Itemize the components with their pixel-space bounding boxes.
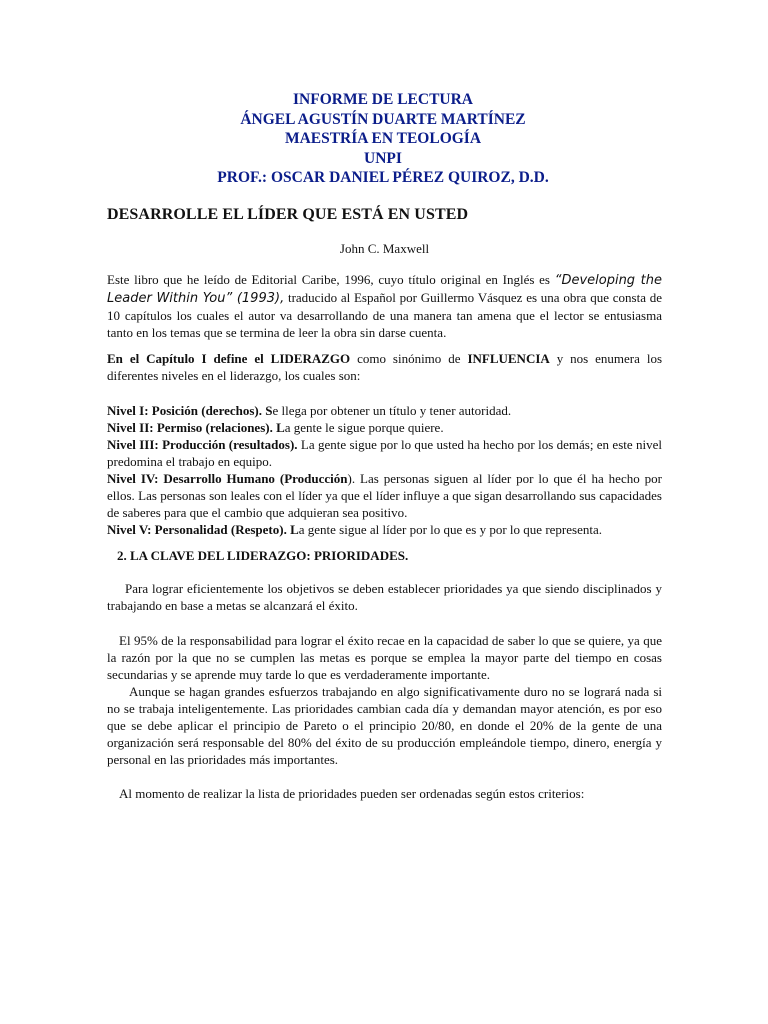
level-item [107,470,662,521]
section2-paragraph-2: El 95% de la responsabilidad para lograr el éxito recae en la capacidad de saber lo que se quiere, ya que la razón por la que no se cumplen las metas es porque se emplea la mayor parte del tiempo en cosas secundarias y se aprende muy tarde lo que es verdaderamente importante. [107,632,662,682]
level-text: e llega por obtener un título y tener autoridad. [272,402,512,418]
section2-heading: 2. LA CLAVE DEL LIDERAZGO: PRIORIDADES. [117,547,409,563]
section2-paragraph-3: Aunque se hagan grandes esfuerzos trabajando en algo significativamente duro no se logrará nada si no se trabaja inteligentemente. Las prioridades cambian cada día y demandan mayor atención, es por eso que se debe aplicar el principio de Pareto o el principio 20/80, en donde el 20% de la gente de una organización será responsable del 80% del éxito de su producción empleándole tiempo, dinero, energía y personal en las prioridades más importantes. [107,683,662,767]
header-program: MAESTRÍA EN TEOLOGÍA [284,130,482,147]
chapter1-influence: INFLUENCIA [467,350,550,366]
level-text: ). Las personas siguen al líder por lo que él ha hecho por ellos. Las personas son leales con el líder ya que el líder influye a que sigan desarrollando sus capacidades de saberes para que el cambio que adquieran sea positivo. [107,470,662,520]
level-text: La gente sigue por lo que usted ha hecho por los demás; en este nivel predomina el trabajo en equipo. [107,436,662,469]
level-item [107,419,662,436]
header-professor: PROF.: OSCAR DANIEL PÉREZ QUIROZ, D.D. [217,169,549,186]
header-report-type: INFORME DE LECTURA [293,91,473,108]
book-author: John C. Maxwell [339,240,430,256]
level-label: Nivel II: Permiso (relaciones). L [107,419,285,435]
chapter1-mid: como sinónimo de [350,350,468,366]
intro-text-after: traducido al Español por Guillermo Vásquez es una obra que consta de 10 capítulos los cuales el autor va desarrollando de una manera tan amena que el lector se entusiasma tanto en los temas que se termina de leer la obra sin darse cuenta. [107,289,662,340]
level-item [107,521,662,538]
intro-paragraph [107,271,662,341]
level-label: Nivel V: Personalidad (Respeto). L [107,521,299,537]
level-item [107,436,662,470]
original-title: “Developing the Leader Within You” (1993), [107,272,662,306]
level-label: Nivel III: Producción (resultados). [107,436,298,452]
level-text: a gente le sigue porque quiere. [284,419,444,435]
book-title: DESARROLLE EL LÍDER QUE ESTÁ EN USTED [107,205,469,223]
chapter1-paragraph [107,350,662,384]
document-page [107,90,662,802]
level-item [107,402,662,419]
section2-paragraph-1: Para lograr eficientemente los objetivos se deben establecer prioridades ya que siendo disciplinados y trabajando en base a metas se alcanzará el éxito. [107,580,662,613]
intro-text-before: Este libro que he leído de Editorial Caribe, 1996, cuyo título original en Inglés es [107,271,555,287]
level-text: a gente sigue al líder por lo que es y por lo que representa. [298,521,602,537]
section2-paragraph-4: Al momento de realizar la lista de prioridades pueden ser ordenadas según estos criterios: [119,785,585,801]
header-student-name: ÁNGEL AGUSTÍN DUARTE MARTÍNEZ [240,110,526,128]
header-institution: UNPI [364,149,402,167]
chapter1-lead: En el Capítulo I define el LIDERAZGO [107,350,351,366]
report-header [104,90,662,188]
level-label: Nivel I: Posición (derechos). S [107,402,273,418]
level-label: Nivel IV: Desarrollo Humano (Producción [107,470,348,486]
leadership-levels-list [107,402,662,538]
chapter1-tail: y nos enumera los diferentes niveles en el liderazgo, los cuales son: [107,350,663,383]
